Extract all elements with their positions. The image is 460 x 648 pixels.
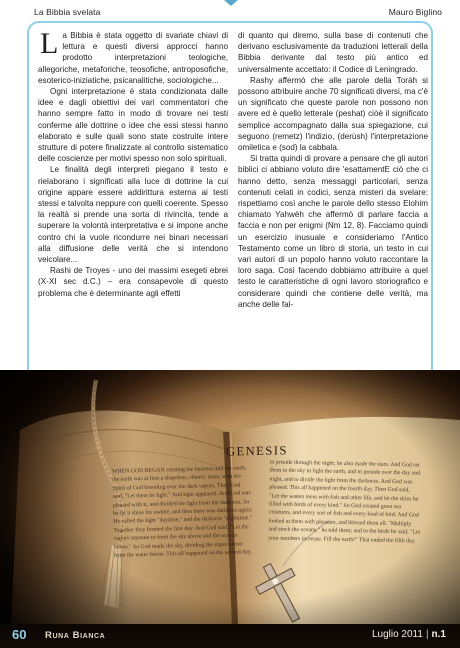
book-page-right-text: to preside through the night; he also made the stars. And God set them in the sky to light the earth, and to preside over the day and night, and to divide the light from the darkness. And God was pleased. This all happened on the fourth day. Then God said, "Let the waters teem with fish and other life, and let the skies be filled with birds of every kind." So God created great sea creatures, and every sort of fish and every kind of bird. And God looked at them with pleasure, and blessed them all. "Multiply and stock the oceans," he told them; and to the birds he said, "Let your numbers increase. Fill the earth!" That ended the fifth day.: [268, 459, 421, 545]
drop-cap: L: [40, 27, 59, 60]
paragraph: Si tratta quindi di provare a pensare che gli autori biblici ci abbiano voluto dire 'esattamentE ciò che ci hanno detto, senza messaggi particolari, senza contenuti celati in codici, senza misteri da svelare: rispettiamo così anche le parole dello stesso Elohim chiamato Yahwèh che affermò di parlare faccia a faccia e non per enigmi (Nm 12, 8). Facciamo quindi un esercizio inusuale e consideriamo l'Antico Testamento come un libro di storia, un testo in cui vari autori di un popolo hanno voluto raccontare la loro saga. Così facendo dobbiamo attribuire a quel testo le caratteristiche di ogni lavoro storiografico e considerare quindi che contiene delle verità, ma anche delle fal-: [238, 154, 428, 309]
paragraph: La Bibbia è stata oggetto di svariate chiavi di lettura e questi diversi approcci hanno prodotto interpretazioni teologiche, allegoriche, metaforiche, teosofiche, antroposofiche, esoterico-iniziatiche, psicanalitiche, sociologiche...: [38, 27, 228, 85]
book-page-left-text: WHEN GOD BEGAN creating the heavens and the earth, the earth was at first a shapeless, chaotic mass, with the Spirit of God brooding over the dark vapors. Then God said, "Let there be light." And light appeared. And God was pleased with it, and divided the light from the darkness. So he let it shine for awhile, and then there was darkness again. He called the light "daytime," and the darkness "nighttime." Together they formed the first day. And God said, "Let the vapors separate to form the sky above and the oceans below." So God made the sky, dividing the vapor above from the water below. This all happened on the second day.: [111, 465, 253, 559]
paragraph: Le finalità degli interpreti piegano il testo e rielaborano i significati alla luce di dottrine la cui origine appare essere addirittura esterna ai testi stessi e talvolta neppure con quelli coerente. Spesso la realtà si prende una sorta di rivincita, tende a superare la volontà interpretativa e si impone anche contro chi la vuole ricondurre nei binari necessari alla diffusione delle verità che si intendono veicolare...: [38, 165, 228, 265]
book-title: GENESIS: [225, 443, 289, 459]
magazine-name: Runa Bianca: [45, 630, 106, 641]
paragraph: di quanto qui diremo, sulla base di contenuti che derivano esclusivamente da traduzioni letterali della Bibbia derivante dal testo più antico ed universalmente accettato: il Codice di Leningrado.: [238, 31, 428, 74]
issue-separator: |: [425, 629, 429, 640]
issue-date: Luglio 2011: [371, 629, 423, 640]
running-head-left: La Bibbia svelata: [34, 7, 101, 17]
paragraph: Rashy affermò che alle parole della Toràh si possono attribuire anche 70 significati diversi, ma c'è un significato che queste parole non possono non avere ed è quello letterale (peshat) ciòè il significato semplice accompagnato dalla sua spiegazione, cui seguono (remetz) l'indizio, (derùsh) l'interpretazione omiletica e (sod) la cabbala.: [238, 75, 428, 153]
issue-info: [372, 629, 446, 640]
running-head-right: Mauro Biglino: [388, 7, 442, 17]
left-column: [38, 27, 228, 299]
top-marker: [224, 0, 238, 6]
paragraph: Ogni interpretazione è stata condizionata dalle idee e dagli obiettivi dei vari commentatori che hanno sempre fatto in modo di trovare nei testi conferme alle dottrine o idee che essi stessi hanno elaborato e sulle quali sono state costruite intere strutture di potere finalizzate al controllo sistematico delle coscienze per motivi spesso non solo spirituali.: [38, 87, 228, 164]
page-number: 60: [12, 627, 27, 642]
issue-number: n.1: [431, 629, 446, 640]
right-column: [238, 30, 428, 310]
paragraph: Rashi de Troyes - uno dei massimi esegeti ebrei (X-XI sec d.C.) – era consapevole di questo problema che è determinante agli effetti: [38, 266, 228, 298]
